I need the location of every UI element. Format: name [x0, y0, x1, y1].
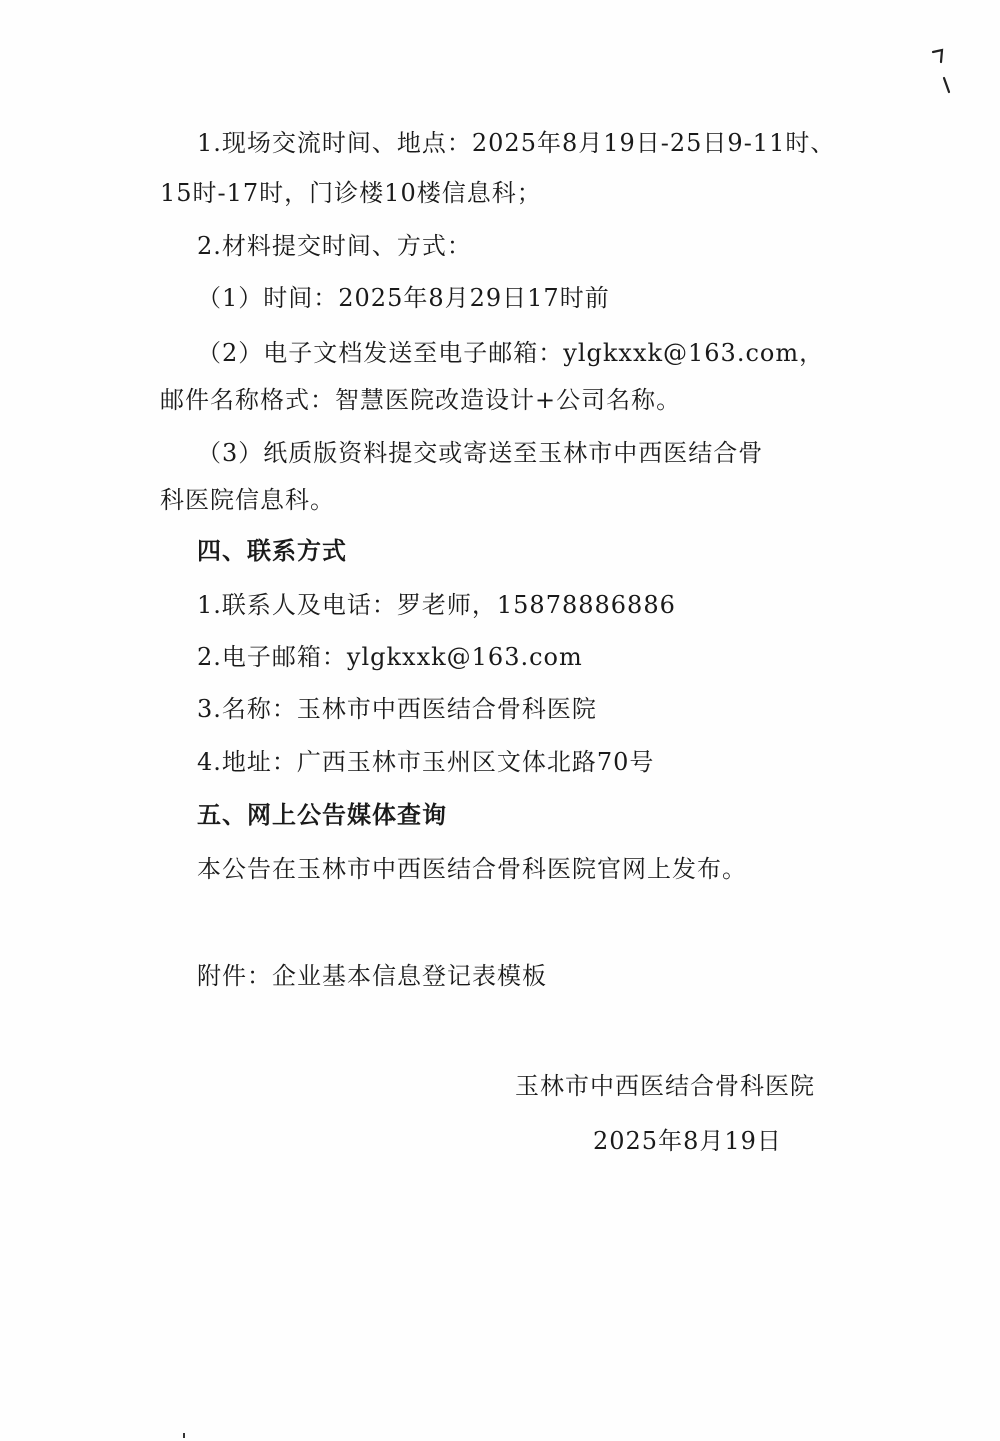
contact-name: 3.名称：玉林市中西医结合骨科医院: [197, 695, 597, 723]
sub-item-email-line1: （2）电子文档发送至电子邮箱：ylgkxxk@163.com，: [197, 339, 825, 367]
handwritten-page-mark: [930, 48, 952, 98]
item1-line1: 1.现场交流时间、地点：2025年8月19日-25日9-11时、: [197, 129, 836, 157]
contact-email: 2.电子邮箱：ylgkxxk@163.com: [197, 643, 583, 671]
scan-mark: [183, 1433, 185, 1438]
section4-title: 四、联系方式: [197, 537, 347, 565]
sub-item-paper-line2: 科医院信息科。: [160, 486, 335, 514]
section5-text: 本公告在玉林市中西医结合骨科医院官网上发布。: [197, 855, 747, 883]
contact-address: 4.地址：广西玉林市玉州区文体北路70号: [197, 748, 655, 776]
signature-date: 2025年8月19日: [593, 1127, 782, 1155]
contact-person: 1.联系人及电话：罗老师，15878886886: [197, 591, 676, 619]
sub-item-email-line2: 邮件名称格式：智慧医院改造设计+公司名称。: [160, 386, 682, 414]
sub-item-time: （1）时间：2025年8月29日17时前: [197, 284, 610, 312]
attachment-note: 附件：企业基本信息登记表模板: [197, 962, 547, 990]
section5-title: 五、网上公告媒体查询: [197, 801, 447, 829]
signature-organization: 玉林市中西医结合骨科医院: [515, 1072, 815, 1100]
sub-item-paper-line1: （3）纸质版资料提交或寄送至玉林市中西医结合骨: [197, 439, 764, 467]
item2-heading: 2.材料提交时间、方式：: [197, 232, 472, 260]
item1-line2: 15时-17时，门诊楼10楼信息科；: [160, 179, 542, 207]
